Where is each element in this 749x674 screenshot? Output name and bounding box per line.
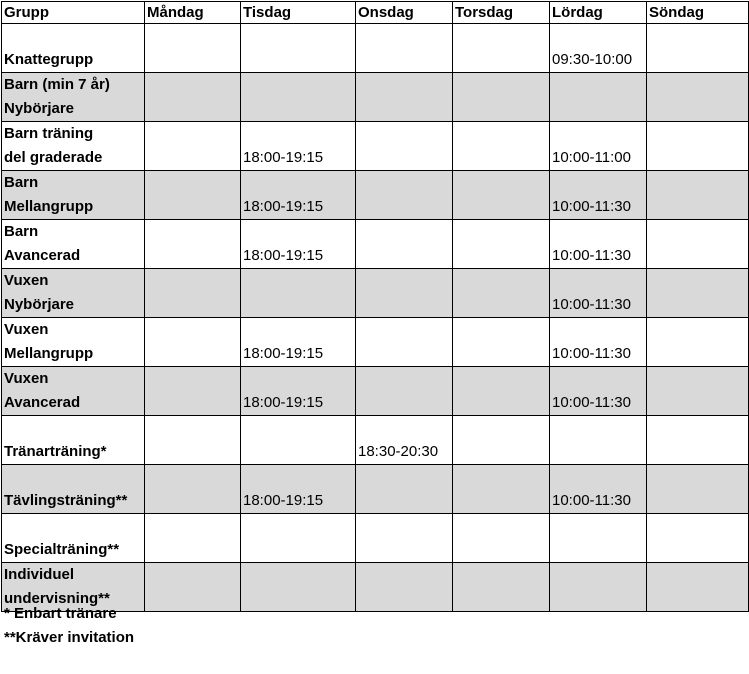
time-cell — [145, 318, 241, 367]
group-cell — [2, 171, 145, 220]
group-cell — [2, 318, 145, 367]
group-label-line: Nybörjare — [4, 100, 75, 117]
footnote-trainers-only: * Enbart tränare — [4, 605, 117, 622]
time-cell — [453, 220, 550, 269]
time-cell — [356, 220, 453, 269]
time-cell — [647, 122, 749, 171]
time-cell — [647, 171, 749, 220]
table-row — [2, 318, 749, 367]
group-label-line: Barn (min 7 år) — [4, 76, 110, 93]
time-cell — [241, 416, 356, 465]
time-cell — [241, 563, 356, 612]
time-cell — [647, 220, 749, 269]
group-label-line: Avancerad — [4, 247, 81, 264]
time-cell: 10:00-11:30 — [550, 220, 647, 269]
time-cell — [647, 269, 749, 318]
column-header-tisdag: Tisdag — [241, 2, 356, 24]
time-cell — [356, 563, 453, 612]
group-cell — [2, 269, 145, 318]
time-cell — [453, 563, 550, 612]
table-row — [2, 367, 749, 416]
time-cell: 10:00-11:30 — [550, 465, 647, 514]
group-label-line: Knattegrupp — [4, 51, 94, 68]
time-cell: 18:00-19:15 — [241, 318, 356, 367]
time-cell — [145, 220, 241, 269]
group-label-line: Tävlingsträning** — [4, 492, 128, 509]
group-label-line: Avancerad — [4, 394, 81, 411]
time-cell — [241, 514, 356, 563]
time-cell — [453, 122, 550, 171]
time-cell: 10:00-11:30 — [550, 171, 647, 220]
time-cell — [145, 367, 241, 416]
group-label-line: undervisning** — [4, 590, 110, 607]
time-cell — [647, 24, 749, 73]
schedule-table — [1, 1, 749, 612]
table-row — [2, 171, 749, 220]
group-cell — [2, 514, 145, 563]
group-cell — [2, 24, 145, 73]
column-header-onsdag: Onsdag — [356, 2, 453, 24]
time-cell — [550, 416, 647, 465]
time-cell — [453, 73, 550, 122]
time-cell: 10:00-11:30 — [550, 318, 647, 367]
table-row — [2, 122, 749, 171]
time-cell — [356, 465, 453, 514]
group-label-line — [4, 24, 144, 48]
time-cell: 18:00-19:15 — [241, 171, 356, 220]
group-label-line: Vuxen — [4, 321, 49, 338]
group-label-line: Mellangrupp — [4, 198, 94, 215]
time-cell — [145, 269, 241, 318]
table-row — [2, 220, 749, 269]
time-cell — [550, 73, 647, 122]
time-cell — [356, 171, 453, 220]
time-cell — [356, 514, 453, 563]
column-header-torsdag: Torsdag — [453, 2, 550, 24]
column-header-mandag: Måndag — [145, 2, 241, 24]
time-cell — [241, 24, 356, 73]
header-row — [2, 2, 749, 24]
group-label-line — [4, 514, 144, 538]
table-row — [2, 416, 749, 465]
group-label-line: Individuel — [4, 566, 75, 583]
time-cell — [647, 465, 749, 514]
time-cell — [453, 465, 550, 514]
group-label-line: Vuxen — [4, 272, 49, 289]
time-cell — [356, 269, 453, 318]
group-label-line: Vuxen — [4, 370, 49, 387]
group-label-line: Barn träning — [4, 125, 94, 142]
time-cell — [145, 24, 241, 73]
time-cell: 10:00-11:00 — [550, 122, 647, 171]
time-cell: 10:00-11:30 — [550, 367, 647, 416]
footnote-invitation-required: **Kräver invitation — [4, 629, 135, 646]
group-label-line: Barn — [4, 174, 39, 191]
group-label-line: Nybörjare — [4, 296, 75, 313]
time-cell — [453, 24, 550, 73]
group-cell — [2, 122, 145, 171]
group-label-line: Barn — [4, 223, 39, 240]
group-cell — [2, 416, 145, 465]
table-row — [2, 73, 749, 122]
group-cell — [2, 220, 145, 269]
time-cell — [145, 514, 241, 563]
group-label-line — [4, 465, 144, 489]
time-cell: 18:00-19:15 — [241, 220, 356, 269]
time-cell — [550, 563, 647, 612]
table-row — [2, 269, 749, 318]
time-cell — [241, 269, 356, 318]
time-cell — [145, 122, 241, 171]
time-cell — [453, 269, 550, 318]
time-cell — [145, 171, 241, 220]
time-cell — [241, 73, 356, 122]
time-cell: 18:00-19:15 — [241, 465, 356, 514]
footnotes — [4, 602, 134, 650]
time-cell — [647, 514, 749, 563]
time-cell — [356, 318, 453, 367]
group-cell — [2, 73, 145, 122]
time-cell — [145, 465, 241, 514]
group-label-line: Mellangrupp — [4, 345, 94, 362]
time-cell: 09:30-10:00 — [550, 24, 647, 73]
time-cell — [647, 318, 749, 367]
column-header-lordag: Lördag — [550, 2, 647, 24]
time-cell — [550, 514, 647, 563]
time-cell: 18:30-20:30 — [356, 416, 453, 465]
time-cell — [356, 122, 453, 171]
time-cell — [145, 416, 241, 465]
time-cell — [356, 24, 453, 73]
group-cell — [2, 367, 145, 416]
group-label-line: del graderade — [4, 149, 103, 166]
time-cell — [647, 73, 749, 122]
group-label-line — [4, 416, 144, 440]
time-cell — [647, 416, 749, 465]
time-cell — [647, 367, 749, 416]
table-row — [2, 24, 749, 73]
time-cell — [145, 563, 241, 612]
group-label-line: Tränarträning* — [4, 443, 107, 460]
column-header-sondag: Söndag — [647, 2, 749, 24]
time-cell — [453, 367, 550, 416]
time-cell — [453, 318, 550, 367]
table-row — [2, 514, 749, 563]
group-cell — [2, 465, 145, 514]
time-cell — [356, 367, 453, 416]
time-cell — [453, 171, 550, 220]
time-cell — [647, 563, 749, 612]
table-row — [2, 465, 749, 514]
time-cell: 18:00-19:15 — [241, 367, 356, 416]
time-cell: 18:00-19:15 — [241, 122, 356, 171]
time-cell: 10:00-11:30 — [550, 269, 647, 318]
group-label-line: Specialträning** — [4, 541, 120, 558]
time-cell — [453, 416, 550, 465]
column-header-grupp: Grupp — [2, 2, 145, 24]
time-cell — [145, 73, 241, 122]
time-cell — [356, 73, 453, 122]
time-cell — [453, 514, 550, 563]
